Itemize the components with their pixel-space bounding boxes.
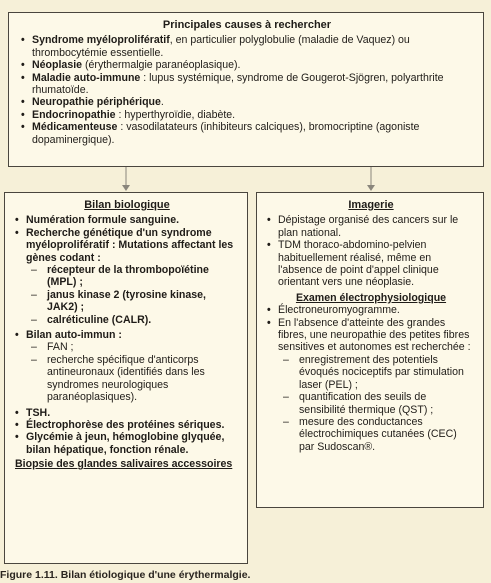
causes-list	[21, 34, 473, 146]
cause-item: • Endocrinopathie : hyperthyroïdie, diabète.	[21, 109, 473, 121]
genetique-subitem: – récepteur de la thrombopoïétine (MPL) ;	[26, 264, 239, 289]
genetique-subitem: – janus kinase 2 (tyrosine kinase, JAK2) ;	[26, 289, 239, 314]
bilan-list	[15, 214, 239, 456]
causes-box	[8, 12, 484, 167]
electrophysio-list	[267, 304, 475, 453]
cause-item: • Maladie auto-immune : lupus systémique, syndrome de Gougerot-Sjögren, polyarthrite rhumatoïde.	[21, 72, 473, 97]
absence-sublist	[278, 354, 475, 453]
absence-subitem: – enregistrement des potentiels évoqués nociceptifs par stimulation laser (PEL) ;	[278, 354, 475, 391]
bilan-item-tsh: • TSH.	[15, 407, 239, 419]
bilan-item-genetique: • Recherche génétique d'un syndrome myéloprolifératif : Mutations affectant les gènes codant : – récepteur de la thrombopoïétine (MPL) ; – janus kinase 2 (tyrosine kinase, JAK2) ; – calréticuline (CALR).	[15, 227, 239, 326]
arrow-right	[367, 185, 375, 191]
electrophysio-item-absence: • En l'absence d'atteinte des grandes fibres, une neuropathie des petites fibres sensitives et autonomes est recherchée : – enregistrement des potentiels évoqués nociceptifs par stimulation laser (PEL) ; – quantification des seuils de sensibilité thermique (QST) ; – mesure des conductances électrochimiques cutanées (CEC) par Sudoscan®.	[267, 317, 475, 453]
genetique-subitem: – calréticuline (CALR).	[26, 314, 239, 326]
imagerie-list	[267, 214, 475, 288]
absence-subitem: – mesure des conductances électrochimiques cutanées (CEC) par Sudoscan®.	[278, 416, 475, 453]
electrophysio-item-emg: • Électroneuromyogramme.	[267, 304, 475, 316]
causes-title: Principales causes à rechercher	[162, 19, 332, 31]
biopsie-heading: Biopsie des glandes salivaires accessoires	[15, 458, 233, 471]
cause-item: • Médicamenteuse : vasodilatateurs (inhibiteurs calciques), bromocriptine (agoniste dopaminergique).	[21, 121, 473, 146]
auto-immun-sublist	[26, 341, 239, 403]
bilan-item-glycemie: • Glycémie à jeun, hémoglobine glyquée, bilan hépatique, fonction rénale.	[15, 431, 239, 456]
imagerie-title: Imagerie	[348, 199, 394, 211]
bilan-biologique-title: Bilan biologique	[84, 199, 170, 211]
bilan-biologique-box	[4, 192, 248, 564]
imagerie-item: • Dépistage organisé des cancers sur le plan national.	[267, 214, 475, 239]
bilan-item-auto-immun: • Bilan auto-immun : – FAN ; – recherche spécifique d'anticorps antineuronaux (identifiés dans les syndromes neurologiques paranéoplasiques).	[15, 329, 239, 403]
bilan-item-electrophorese: • Électrophorèse des protéines sériques.	[15, 419, 239, 431]
imagerie-box	[256, 192, 484, 508]
cause-item: • Neuropathie périphérique.	[21, 96, 473, 108]
auto-immun-subitem: – FAN ;	[26, 341, 239, 353]
absence-subitem: – quantification des seuils de sensibilité thermique (QST) ;	[278, 391, 475, 416]
cause-item: • Syndrome myéloprolifératif, en particulier polyglobulie (maladie de Vaquez) ou thrombocytémie essentielle.	[21, 34, 473, 59]
figure-caption: Figure 1.11. Bilan étiologique d'une érythermalgie.	[0, 569, 251, 581]
cause-item: • Néoplasie (érythermalgie paranéoplasique).	[21, 59, 473, 71]
imagerie-item: • TDM thoraco-abdomino-pelvien habituellement réalisé, même en l'absence de point d'appel clinique orientant vers une néoplasie.	[267, 239, 475, 289]
bilan-item-nfs: • Numération formule sanguine.	[15, 214, 239, 226]
genetique-sublist	[26, 264, 239, 326]
electrophysiologique-title: Examen électrophysiologique	[295, 291, 447, 304]
auto-immun-subitem: – recherche spécifique d'anticorps antineuronaux (identifiés dans les syndromes neurologiques paranéoplasiques).	[26, 354, 239, 404]
arrow-left	[122, 185, 130, 191]
